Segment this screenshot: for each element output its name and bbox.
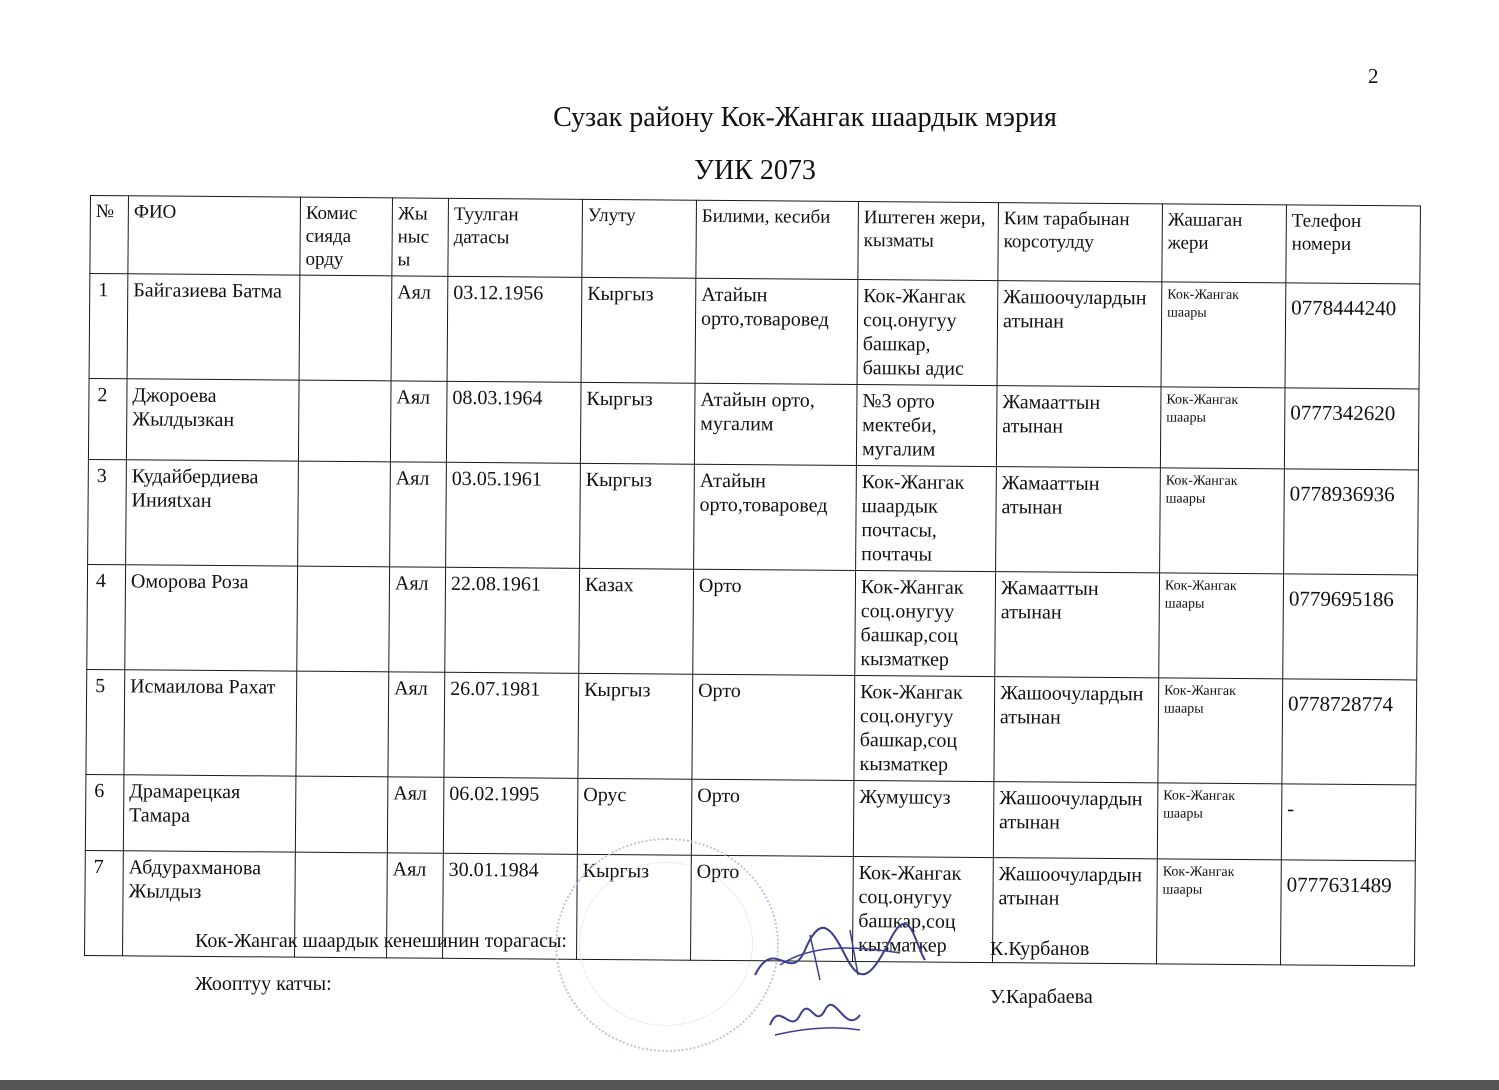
header-commission-position: Комис сияда орду <box>300 197 393 276</box>
cell-gender: Аял <box>391 276 448 381</box>
cell-number: 2 <box>88 378 127 459</box>
secretary-name: У.Карабаева <box>990 986 1093 1008</box>
cell-commission-position <box>295 776 388 853</box>
chair-name: К.Курбанов <box>990 938 1090 960</box>
header-residence: Жашаган жери <box>1162 204 1287 283</box>
cell-residence: Кок-Жангак шаары <box>1160 468 1285 574</box>
cell-residence: Кок-Жангак шаары <box>1160 387 1285 469</box>
cell-education: Атайын орто, мугалим <box>694 383 857 465</box>
cell-number: 7 <box>85 850 124 955</box>
cell-workplace: Кок-Жангак соц.онугуу башкар,соц кызматкер <box>854 676 995 782</box>
chair-label: Кок-Жангак шаардык кенешинин торагасы: <box>195 930 567 952</box>
cell-number: 5 <box>86 669 125 774</box>
official-stamp <box>555 838 779 1052</box>
cell-workplace: Кок-Жангак соц.онугуу башкар,соц кызматкер <box>853 857 994 963</box>
cell-commission-position <box>296 671 389 777</box>
scan-edge-bar <box>0 1080 1499 1090</box>
table-row <box>85 774 1416 860</box>
cell-phone: - <box>1281 784 1416 861</box>
header-workplace: Иштеген жери, кызматы <box>858 202 999 281</box>
cell-residence: Кок-Жангак шаары <box>1159 573 1284 679</box>
cell-workplace: Кок-Жангак соц.онугуу башкар, башкы адис <box>857 280 998 386</box>
cell-commission-position <box>299 275 392 381</box>
header-nationality: Улуту <box>582 199 697 278</box>
cell-nominated-by: Жашоочулардын атынан <box>997 281 1162 387</box>
cell-full-name: Абдурахманова Жылдыз <box>123 851 296 957</box>
cell-phone: 0777342620 <box>1284 388 1419 470</box>
cell-birth-date: 26.07.1981 <box>444 672 579 778</box>
cell-nationality: Кыргыз <box>581 277 696 383</box>
document-title: Сузак району Кок-Жангак шаардык мэрия <box>553 102 1057 133</box>
cell-education: Атайын орто,товаровед <box>695 278 858 384</box>
cell-birth-date: 08.03.1964 <box>446 381 581 463</box>
cell-residence: Кок-Жангак шаары <box>1157 783 1282 860</box>
header-full-name: ФИО <box>128 196 301 275</box>
cell-workplace: Кок-Жангак шаардык почтасы, почтачы <box>856 466 997 572</box>
table-row <box>86 669 1417 784</box>
cell-nominated-by: Жашоочулардын атынан <box>992 858 1157 964</box>
header-nominated-by: Ким тарабынан корсотулду <box>998 203 1163 282</box>
cell-gender: Аял <box>387 853 444 958</box>
cell-education: Орто <box>693 569 856 675</box>
cell-nationality: Кыргыз <box>580 382 695 464</box>
cell-birth-date: 22.08.1961 <box>445 567 580 673</box>
cell-phone: 0778936936 <box>1284 469 1419 575</box>
table-row <box>89 274 1420 389</box>
cell-nationality: Казах <box>579 568 694 674</box>
cell-nominated-by: Жашоочулардын атынан <box>993 782 1158 859</box>
cell-nationality: Кыргыз <box>578 673 693 779</box>
cell-workplace: №3 орто мектеби, мугалим <box>856 385 997 467</box>
cell-gender: Аял <box>389 567 446 672</box>
cell-residence: Кок-Жангак шаары <box>1158 678 1283 784</box>
cell-education: Орто <box>691 779 854 856</box>
table-row <box>88 459 1419 574</box>
cell-nationality: Кыргыз <box>577 854 692 960</box>
header-education: Билими, кесиби <box>696 200 859 279</box>
cell-number: 1 <box>89 274 128 379</box>
cell-number: 6 <box>85 774 124 850</box>
table-row <box>87 564 1418 679</box>
secretary-signature <box>765 990 865 1050</box>
cell-education: Атайын орто,товаровед <box>694 464 857 570</box>
cell-gender: Аял <box>390 381 447 462</box>
cell-education: Орто <box>692 674 855 780</box>
cell-phone: 0777631489 <box>1280 860 1415 966</box>
page-number: 2 <box>1368 64 1379 88</box>
cell-gender: Аял <box>390 462 447 567</box>
cell-gender: Аял <box>387 777 444 853</box>
cell-nationality: Кыргыз <box>580 463 695 569</box>
cell-full-name: Исмаилова Рахат <box>124 670 297 776</box>
cell-birth-date: 03.05.1961 <box>446 462 581 568</box>
document-subtitle: УИК 2073 <box>694 155 816 186</box>
cell-workplace: Кок-Жангак соц.онугуу башкар,соц кызматкер <box>855 571 996 677</box>
cell-workplace: Жумушсуз <box>853 781 994 858</box>
cell-phone: 0779695186 <box>1283 574 1418 680</box>
cell-full-name: Оморова Роза <box>125 565 298 671</box>
cell-nationality: Орус <box>577 778 692 855</box>
cell-commission-position <box>298 380 391 462</box>
chair-signature <box>750 915 930 995</box>
cell-number: 3 <box>88 459 127 564</box>
cell-commission-position <box>297 566 390 672</box>
secretary-label: Жооптуу катчы: <box>195 973 332 995</box>
cell-birth-date: 06.02.1995 <box>443 777 578 854</box>
cell-full-name: Байгазиева Батма <box>127 274 300 380</box>
cell-nominated-by: Жамааттын атынан <box>996 386 1161 468</box>
header-number: № <box>90 196 129 274</box>
cell-number: 4 <box>87 564 126 669</box>
cell-nominated-by: Жашоочулардын атынан <box>994 677 1159 783</box>
cell-gender: Аял <box>388 672 445 777</box>
cell-birth-date: 30.01.1984 <box>443 853 578 959</box>
cell-phone: 0778728774 <box>1282 679 1417 785</box>
cell-full-name: Джороева Жылдызкан <box>126 379 299 461</box>
cell-residence: Кок-Жангак шаары <box>1161 282 1286 388</box>
table-header-row <box>90 196 1421 284</box>
cell-education: Орто <box>691 855 854 961</box>
cell-commission-position <box>298 461 391 567</box>
commission-members-table <box>84 195 1421 966</box>
cell-phone: 0778444240 <box>1285 283 1420 389</box>
header-gender: Жы ныс ы <box>392 198 449 276</box>
cell-birth-date: 03.12.1956 <box>447 276 582 382</box>
table-row <box>88 378 1419 469</box>
cell-full-name: Кудайбердиева Инияtхан <box>126 460 299 566</box>
header-birth-date: Туулган датасы <box>448 198 583 277</box>
cell-residence: Кок-Жангак шаары <box>1156 859 1281 965</box>
cell-full-name: Драмарецкая Тамара <box>123 775 296 852</box>
stamp-inner-ring <box>579 862 753 1026</box>
cell-nominated-by: Жамааттын атынан <box>996 467 1161 573</box>
cell-nominated-by: Жамааттын атынан <box>995 572 1160 678</box>
header-phone: Телефон номери <box>1286 205 1421 284</box>
